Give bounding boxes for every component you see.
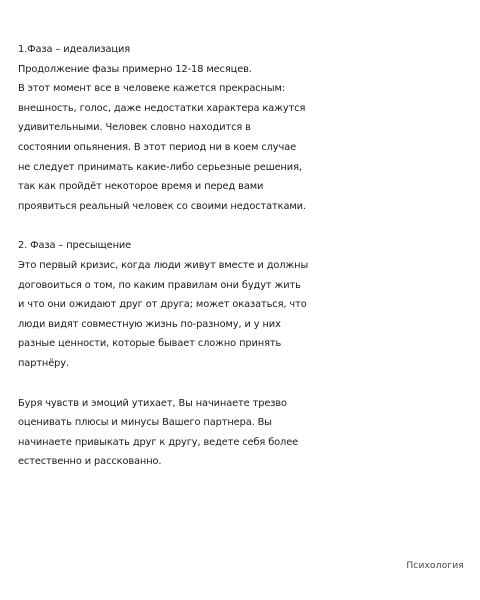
text-line: естественно и расскованно.: [18, 456, 162, 468]
section-heading: 1.Фаза – идеализация: [18, 44, 131, 55]
text-line: партнёру.: [18, 357, 69, 369]
text-line: не следует принимать какие-либо серьезные решения,: [18, 161, 302, 173]
text-line: оценивать плюсы и минусы Вашего партнера. Вы: [18, 417, 272, 429]
text-line: внешность, голос, даже недостатки характера кажутся: [18, 102, 306, 114]
text-line: так как пройдёт некоторое время и перед вами: [18, 181, 264, 193]
section-conclusion: [18, 394, 470, 472]
text-line: Это первый кризис, когда люди живут вместе и должны: [18, 259, 309, 271]
article-text: [18, 40, 470, 472]
text-line: разные ценности, которые бывает сложно принять: [18, 338, 282, 350]
text-line: начинаете привыкать друг к другу, ведете себя более: [18, 436, 299, 448]
text-line: Буря чувств и эмоций утихает, Вы начинаете трезво: [18, 397, 287, 409]
watermark-logo: Психология: [406, 561, 464, 571]
section-phase-1: [18, 40, 470, 216]
text-line: удивительными. Человек словно находится в: [18, 122, 251, 134]
text-line: люди видят совместную жизнь по-разному, и у них: [18, 318, 281, 330]
text-line: проявиться реальный человек со своими недостатками.: [18, 200, 306, 212]
section-phase-2: [18, 236, 470, 373]
text-line: состоянии опьянения. В этот период ни в коем случае: [18, 141, 297, 153]
text-line: договоиться о том, по каким правилам они будут жить: [18, 279, 301, 291]
text-line: Продолжение фазы примерно 12-18 месяцев.: [18, 63, 252, 75]
text-line: В этот момент все в человеке кажется прекрасным:: [18, 83, 285, 95]
text-line: и что они ожидают друг от друга; может оказаться, что: [18, 299, 307, 311]
section-heading: 2. Фаза – пресыщение: [18, 240, 132, 252]
